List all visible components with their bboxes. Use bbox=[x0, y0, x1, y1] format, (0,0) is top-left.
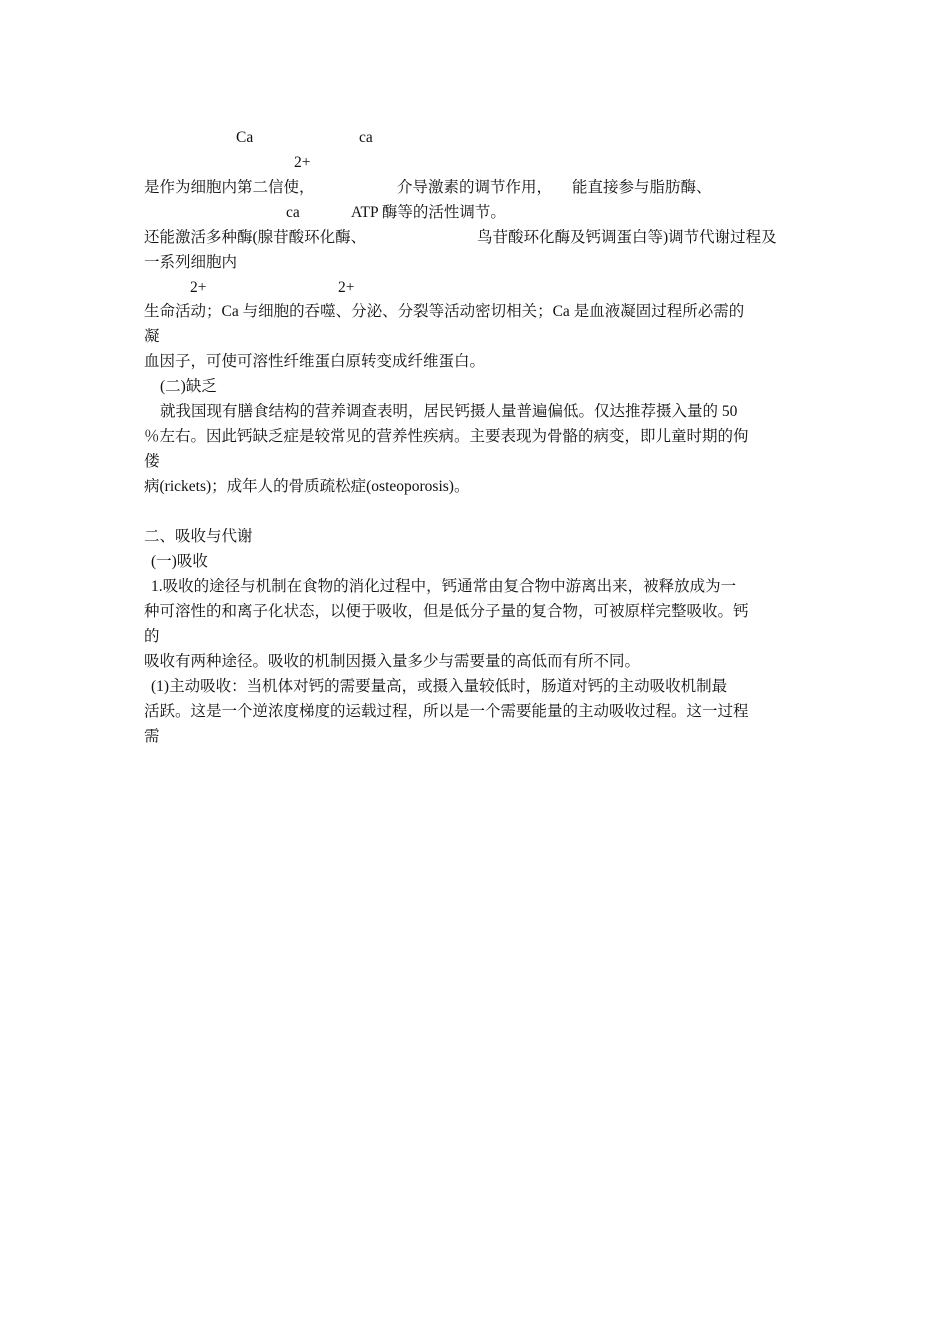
text-line: (1)主动吸收：当机体对钙的需要量高，或摄入量较低时，肠道对钙的主动吸收机制最 bbox=[151, 678, 728, 695]
text-line: 就我国现有膳食结构的营养调查表明，居民钙摄人量普遍偏低。仅达推荐摄入量的 50 bbox=[160, 403, 738, 420]
text-fragment-ca-1: Ca bbox=[236, 129, 254, 146]
text-line: 吸收有两种途径。吸收的机制因摄入量多少与需要量的高低而有所不同。 bbox=[144, 653, 641, 670]
superscript-2plus: 2+ bbox=[338, 279, 355, 296]
text-line: 1.吸收的途径与机制在食物的消化过程中，钙通常由复合物中游离出来，被释放成为一 bbox=[151, 578, 737, 595]
text-line: 凝 bbox=[144, 328, 160, 345]
text-line: 还能激活多种酶(腺苷酸环化酶、 bbox=[144, 229, 367, 246]
text-line: 活跃。这是一个逆浓度梯度的运载过程，所以是一个需要能量的主动吸收过程。这一过程 bbox=[144, 703, 749, 720]
text-line: 是作为细胞内第二信使， bbox=[144, 179, 315, 196]
text-line: ATP 酶等的活性调节。 bbox=[351, 204, 506, 221]
text-line: 能直接参与脂肪酶、 bbox=[572, 179, 712, 196]
text-line: 一系列细胞内 bbox=[144, 254, 238, 271]
text-line: 鸟苷酸环化酶及钙调蛋白等)调节代谢过程及 bbox=[477, 229, 777, 246]
text-line: 病(rickets)；成年人的骨质疏松症(osteoporosis)。 bbox=[144, 478, 470, 495]
text-fragment-ca-2: ca bbox=[359, 129, 373, 146]
text-line: 生命活动；Ca 与细胞的吞噬、分泌、分裂等活动密切相关；Ca 是血液凝固过程所必需的 bbox=[144, 303, 745, 320]
text-line: 血因子，可使可溶性纤维蛋白原转变成纤维蛋白。 bbox=[144, 353, 486, 370]
section-heading: (二)缺乏 bbox=[160, 378, 217, 395]
subsection-heading: (一)吸收 bbox=[151, 553, 208, 570]
text-line: 种可溶性的和离子化状态，以便于吸收，但是低分子量的复合物，可被原样完整吸收。钙 bbox=[144, 603, 749, 620]
section-heading: 二、吸收与代谢 bbox=[144, 528, 253, 545]
text-fragment-ca-3: ca bbox=[286, 204, 300, 221]
text-line: 的 bbox=[144, 628, 160, 645]
text-line: 介导激素的调节作用， bbox=[397, 179, 553, 196]
superscript-2plus: 2+ bbox=[294, 154, 311, 171]
superscript-2plus: 2+ bbox=[190, 279, 207, 296]
text-line: 需 bbox=[144, 728, 160, 745]
text-line: 偻 bbox=[144, 453, 160, 470]
text-line: ％左右。因此钙缺乏症是较常见的营养性疾病。主要表现为骨骼的病变，即儿童时期的佝 bbox=[144, 428, 749, 445]
